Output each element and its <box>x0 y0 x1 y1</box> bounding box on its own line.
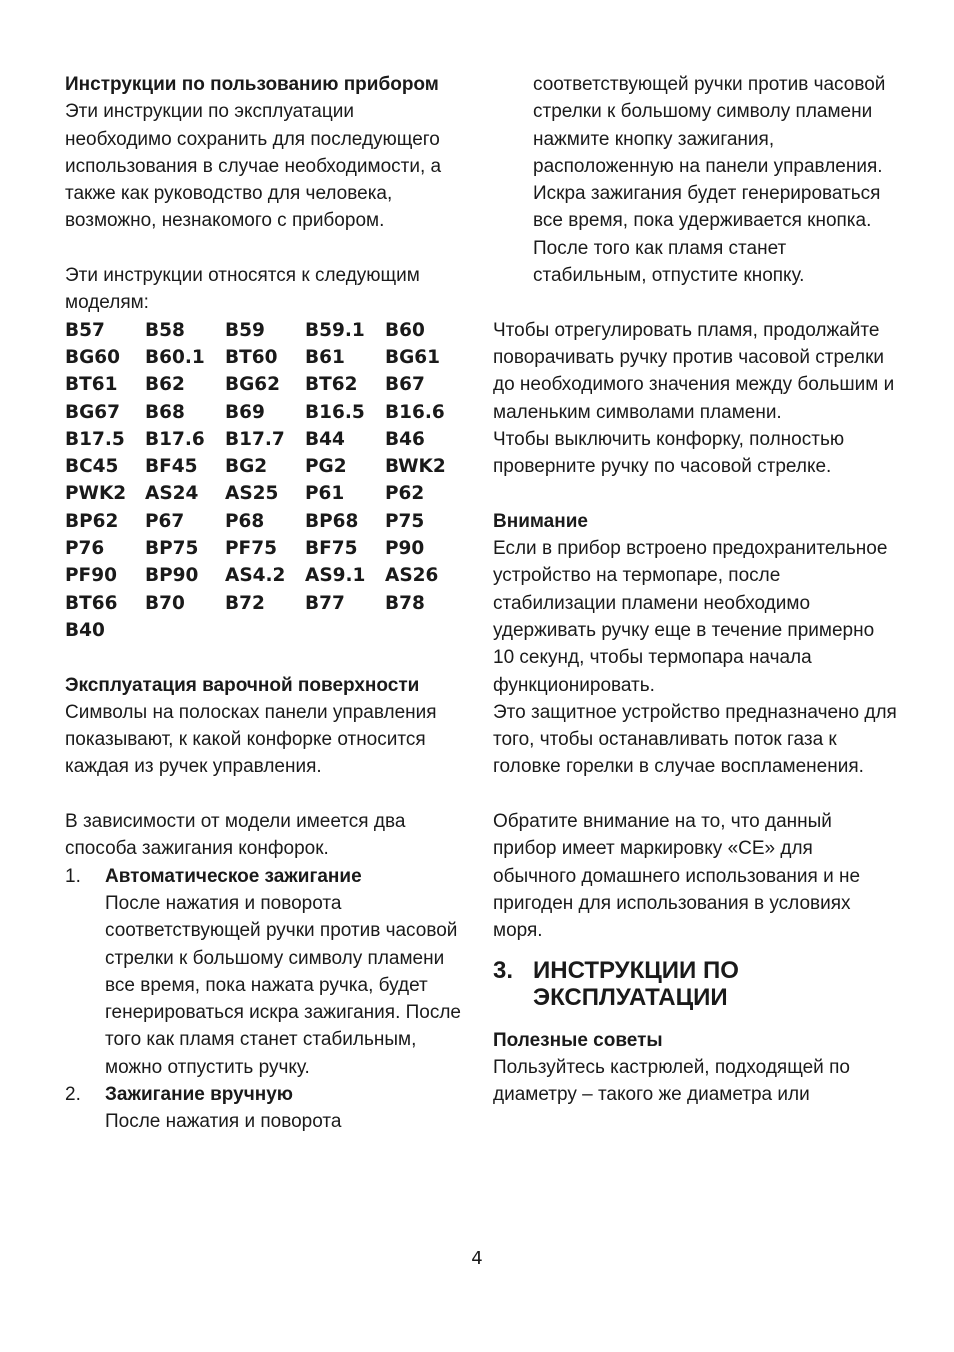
model-code: B72 <box>225 592 265 614</box>
models-row <box>65 317 465 344</box>
model-code: B62 <box>145 374 185 396</box>
model-code: B59 <box>225 319 265 341</box>
models-row <box>65 617 465 644</box>
protection-text: Это защитное устройство предназначено для того, чтобы останавливать поток газа к головке горелки в случае воспламенения. <box>493 701 897 778</box>
model-code: B67 <box>385 374 425 396</box>
list-item-text: После нажатия и поворота <box>105 1111 342 1133</box>
model-code: B17.7 <box>225 428 285 450</box>
model-code: PF75 <box>225 538 277 560</box>
model-code: P90 <box>385 538 425 560</box>
model-code: PF90 <box>65 565 117 587</box>
ce-marking-text: Обратите внимание на то, что данный прибор имеет маркировку «CE» для обычного домашнего использования и не пригоден для использования в условиях моря. <box>493 811 861 942</box>
model-code: AS25 <box>225 483 279 505</box>
model-code: B77 <box>305 592 345 614</box>
model-code: B17.5 <box>65 428 125 450</box>
model-code: AS4.2 <box>225 565 286 587</box>
models-row <box>65 399 465 426</box>
list-item-number: 2. <box>65 1083 81 1105</box>
list-item-title: Автоматическое зажигание <box>105 865 362 887</box>
model-code: BG67 <box>65 401 121 423</box>
model-code: BG62 <box>225 374 281 396</box>
model-code: AS24 <box>145 483 199 505</box>
model-code: BG60 <box>65 346 121 368</box>
model-code: BT62 <box>305 374 358 396</box>
list-item-title: Зажигание вручную <box>105 1083 294 1105</box>
model-code: B61 <box>305 346 345 368</box>
model-code: B58 <box>145 319 185 341</box>
model-code: B59.1 <box>305 319 365 341</box>
section-title-text: ИНСТРУКЦИИ ПО ЭКСПЛУАТАЦИИ <box>533 956 739 1011</box>
model-code: B17.6 <box>145 428 205 450</box>
model-code: BG2 <box>225 456 268 478</box>
model-code: BT61 <box>65 374 118 396</box>
model-code: BF45 <box>145 456 198 478</box>
intro-heading: Инструкции по пользованию прибором <box>65 74 439 95</box>
model-code: B40 <box>65 619 105 641</box>
model-code: BP90 <box>145 565 199 587</box>
model-code: P61 <box>305 483 345 505</box>
attention-heading: Внимание <box>493 510 588 532</box>
model-code: B16.6 <box>385 401 445 423</box>
tips-heading: Полезные советы <box>493 1029 663 1051</box>
model-code: B69 <box>225 401 265 423</box>
model-code: BG61 <box>385 346 441 368</box>
section-title <box>493 957 898 1011</box>
list-item-text: После нажатия и поворота соответствующей ручки против часовой стрелки к большому символу пламени все время, пока нажата ручка, будет генерироваться искра зажигания. После того как пламя станет стабильным, можно отпустить ручку. <box>105 892 461 1078</box>
model-code: BWK2 <box>385 456 446 478</box>
turn-off-text: Чтобы выключить конфорку, полностью проверните ручку по часовой стрелке. <box>493 428 845 478</box>
model-code: BP62 <box>65 510 119 532</box>
model-code: BF75 <box>305 538 358 560</box>
model-code: B68 <box>145 401 185 423</box>
page-number: 4 <box>471 1248 483 1269</box>
models-table <box>65 317 465 645</box>
models-row <box>65 562 465 589</box>
left-column <box>65 71 465 1136</box>
models-row <box>65 371 465 398</box>
operation-heading: Эксплуатация варочной поверхности <box>65 674 420 696</box>
operation-text: Символы на полосках панели управления показывают, к какой конфорке относится каждая из ручек управления. <box>65 701 437 778</box>
model-code: BP68 <box>305 510 359 532</box>
attention-text: Если в прибор встроено предохранительное устройство на термопаре, после стабилизации пламени необходимо удерживать ручку еще в течение примерно 10 секунд, чтобы термопара начала функционировать. <box>493 538 888 696</box>
model-code: P75 <box>385 510 425 532</box>
model-code: PWK2 <box>65 483 127 505</box>
right-column <box>493 71 898 1108</box>
models-row <box>65 535 465 562</box>
model-code: P62 <box>385 483 425 505</box>
models-row <box>65 426 465 453</box>
models-intro: Эти инструкции относятся к следующим моделям: <box>65 265 420 314</box>
list-item <box>65 1081 465 1136</box>
model-code: B57 <box>65 319 105 341</box>
model-code: B78 <box>385 592 425 614</box>
model-code: B60.1 <box>145 346 205 368</box>
model-code: BP75 <box>145 538 199 560</box>
adjust-flame-text: Чтобы отрегулировать пламя, продолжайте поворачивать ручку против часовой стрелки до необходимого значения между большим и маленьким символами пламени. <box>493 319 895 423</box>
ignition-intro: В зависимости от модели имеется два способа зажигания конфорок. <box>65 811 406 860</box>
model-code: AS9.1 <box>305 565 366 587</box>
model-code: B16.5 <box>305 401 365 423</box>
model-code: B60 <box>385 319 425 341</box>
manual-ignition-continued: соответствующей ручки против часовой стрелки к большому символу пламени нажмите кнопку зажигания, расположенную на панели управления. Искра зажигания будет генерироваться все время, пока удерживается кнопка. После того как пламя станет стабильным, отпустите кнопку. <box>533 74 886 287</box>
model-code: BT60 <box>225 346 278 368</box>
models-row <box>65 590 465 617</box>
model-code: BC45 <box>65 456 119 478</box>
model-code: B44 <box>305 428 345 450</box>
model-code: BT66 <box>65 592 118 614</box>
list-item <box>65 863 465 1081</box>
model-code: P68 <box>225 510 265 532</box>
model-code: P67 <box>145 510 185 532</box>
models-row <box>65 453 465 480</box>
section-number: 3. <box>493 956 514 984</box>
tips-text: Пользуйтесь кастрюлей, подходящей по диаметру – такого же диаметра или <box>493 1056 850 1106</box>
model-code: PG2 <box>305 456 347 478</box>
model-code: B46 <box>385 428 425 450</box>
list-item-number: 1. <box>65 865 81 887</box>
models-row <box>65 344 465 371</box>
models-row <box>65 508 465 535</box>
intro-text: Эти инструкции по эксплуатации необходимо сохранить для последующего использования в случае необходимости, а также как руководство для человека, возможно, незнакомого с прибором. <box>65 101 442 232</box>
model-code: AS26 <box>385 565 439 587</box>
model-code: B70 <box>145 592 185 614</box>
models-row <box>65 480 465 507</box>
model-code: P76 <box>65 538 105 560</box>
